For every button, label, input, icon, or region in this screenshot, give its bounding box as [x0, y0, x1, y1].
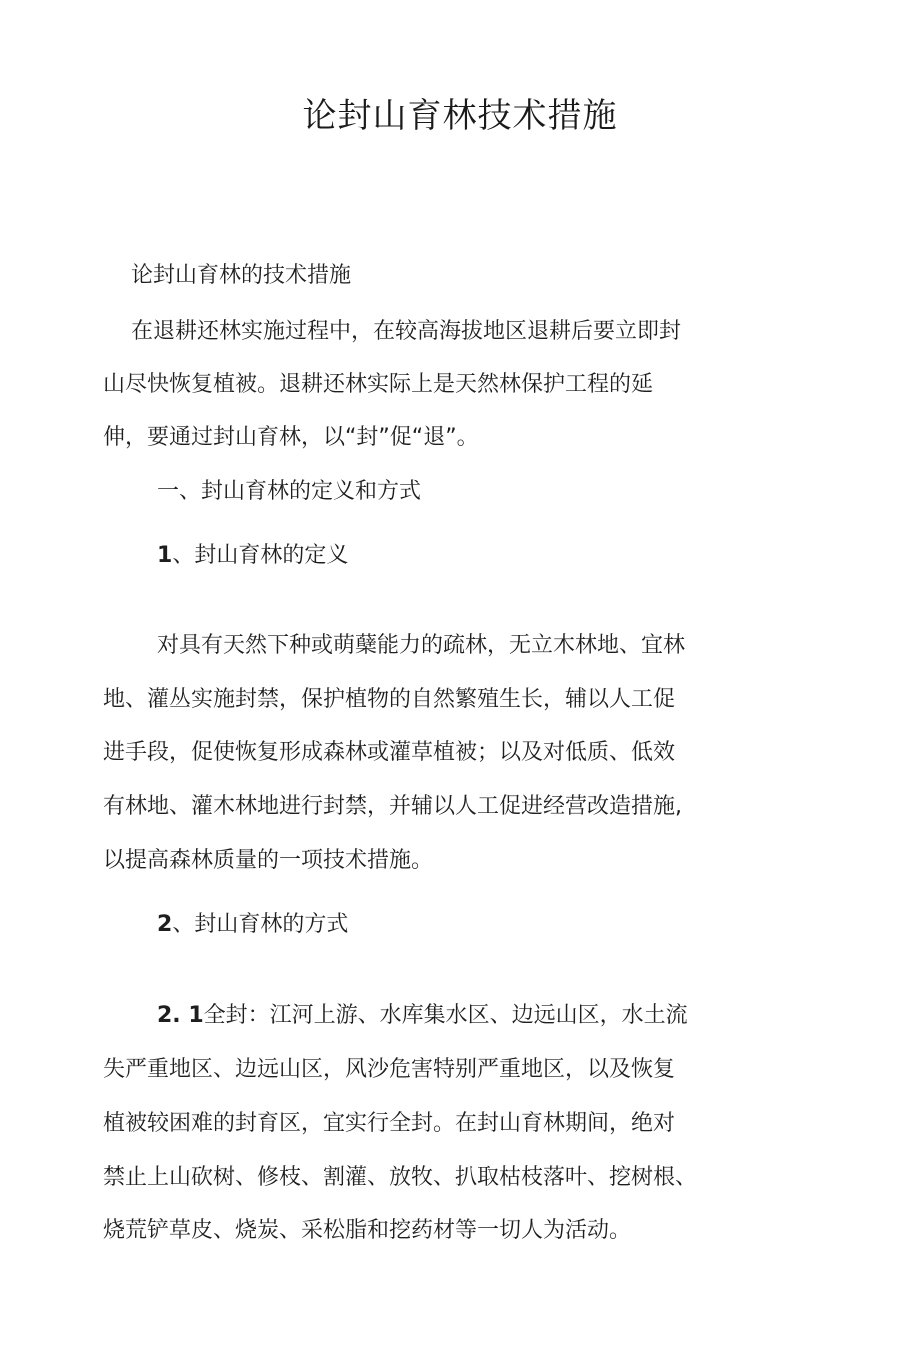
definition-line-3: 进手段，促使恢复形成森林或灌草植被；以及对低质、低效 — [103, 740, 676, 765]
subsection-text: 全封：江河上游、水库集水区、边远山区，水土流 — [203, 1003, 688, 1028]
definition-line-1: 对具有天然下种或萌蘖能力的疏林，无立木林地、宜林 — [157, 633, 686, 658]
definition-line-2: 地、灌丛实施封禁，保护植物的自然繁殖生长，辅以人工促 — [103, 687, 676, 712]
subsection-text: 、封山育林的方式 — [172, 912, 349, 937]
subsection-heading-1 — [157, 540, 348, 572]
subsection-heading-2 — [157, 909, 348, 941]
subsection-heading-2-1 — [157, 1000, 688, 1032]
definition-line-4: 有林地、灌木林地进行封禁，并辅以人工促进经营改造措施, — [103, 794, 682, 819]
subtitle: 论封山育林的技术措施 — [131, 263, 352, 288]
full-closure-line-3: 禁止上山砍树、修枝、割灌、放牧、扒取枯枝落叶、挖树根、 — [103, 1165, 698, 1190]
subsection-number: 2 — [157, 912, 173, 937]
intro-line-1: 在退耕还林实施过程中，在较高海拔地区退耕后要立即封 — [131, 319, 682, 344]
subsection-text: 、封山育林的定义 — [172, 543, 349, 568]
definition-line-5: 以提高森林质量的一项技术措施。 — [103, 848, 434, 873]
full-closure-line-2: 植被较困难的封育区，宜实行全封。在封山育林期间，绝对 — [103, 1111, 676, 1136]
intro-line-2: 山尽快恢复植被。退耕还林实际上是天然林保护工程的延 — [103, 372, 654, 397]
page-title: 论封山育林技术措施 — [302, 96, 618, 136]
subsection-number: 1 — [157, 543, 173, 568]
intro-line-3: 伸，要通过封山育林，以“封”促“退”。 — [103, 425, 479, 450]
section-heading-1: 一、封山育林的定义和方式 — [157, 479, 422, 504]
full-closure-line-4: 烧荒铲草皮、烧炭、采松脂和挖药材等一切人为活动。 — [103, 1218, 632, 1243]
full-closure-line-1: 失严重地区、边远山区，风沙危害特别严重地区，以及恢复 — [103, 1057, 676, 1082]
subsection-number: 2. 1 — [157, 1003, 204, 1028]
